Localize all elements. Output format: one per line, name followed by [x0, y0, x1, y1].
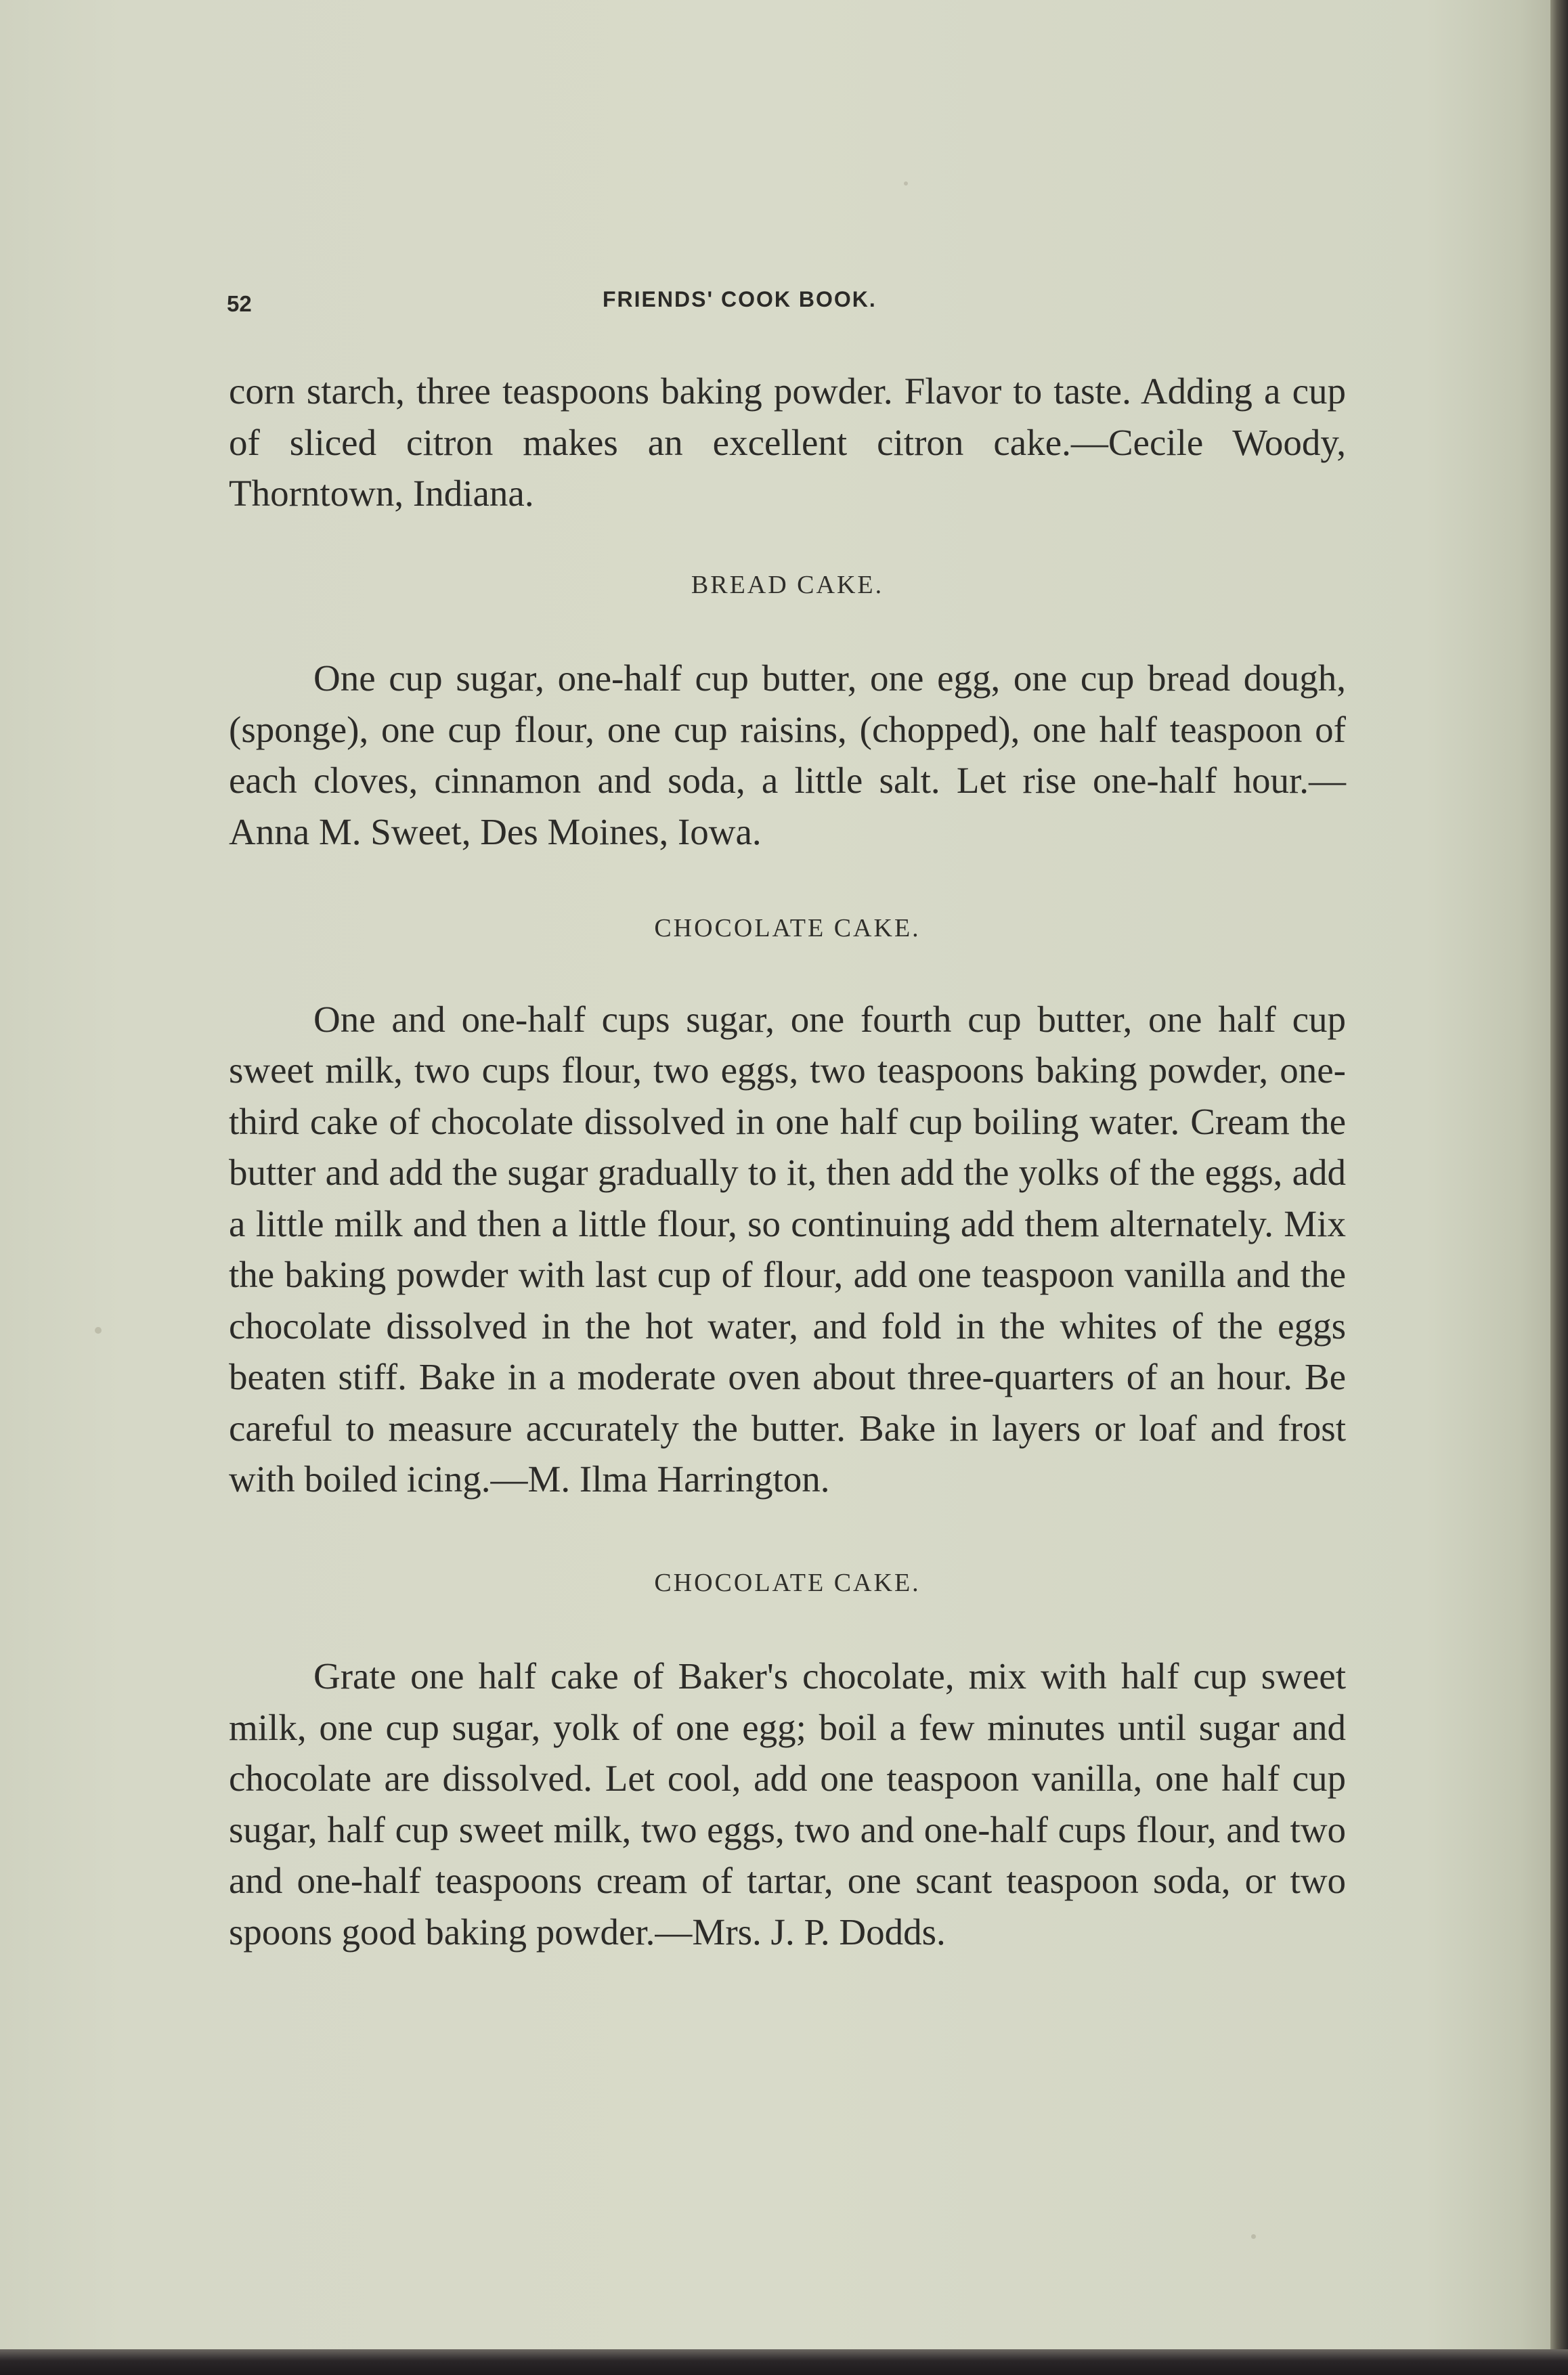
- paper-spot: [904, 181, 908, 186]
- chocolate-cake-paragraph: One and one-half cups sugar, one fourth cup butter, one half cup sweet milk, two cups flour, two eggs, two teaspoons baking powder, one-third cake of chocolate dissolved in one half cup boiling water. Cream the butter and add the sugar gradually to it, then add the yolks of the eggs, add a little milk and then a little flour, so continuing add them alternately. Mix the baking powder with last cup of flour, add one teaspoon vanilla and the chocolate dissolved in the hot water, and fold in the whites of the eggs beaten stiff. Bake in a moderate oven about three-quarters of an hour. Be careful to measure accurately the butter. Bake in layers or loaf and frost with boiled icing.—M. Ilma Harrington.: [229, 998, 1346, 1500]
- page-edge-right: [1550, 0, 1568, 2375]
- page-number: 52: [227, 291, 252, 316]
- page-header: [227, 284, 1344, 325]
- bread-cake-paragraph: One cup sugar, one-half cup butter, one egg, one cup bread dough, (sponge), one cup flour, one cup raisins, (chopped), one half teaspoon of each cloves, cinnamon and soda, a little salt. Let rise one-half hour.—Anna M. Sweet, Des Moines, Iowa.: [229, 657, 1346, 852]
- paper-spot: [1251, 2234, 1256, 2239]
- chocolate-cake-paragraph-2: Grate one half cake of Baker's chocolate, mix with half cup sweet milk, one cup sugar, yolk of one egg; boil a few minutes until sugar and chocolate are dissolved. Let cool, add one teaspoon vanilla, one half cup sugar, half cup sweet milk, two eggs, two and one-half cups flour, and two and one-half teaspoons cream of tartar, one scant teaspoon soda, or two spoons good baking powder.—Mrs. J. P. Dodds.: [229, 1655, 1346, 1953]
- paper-spot: [95, 1327, 102, 1334]
- running-title: FRIENDS' COOK BOOK.: [603, 287, 877, 311]
- page-edge-bottom: [0, 2349, 1568, 2375]
- chocolate-cake-heading-2: CHOCOLATE CAKE.: [654, 1568, 921, 1597]
- chocolate-cake-heading: CHOCOLATE CAKE.: [654, 914, 921, 942]
- page-body: [229, 366, 1346, 1957]
- intro-paragraph: corn starch, three teaspoons baking powder. Flavor to taste. Adding a cup of sliced citron makes an excellent citron cake.—Cecile Woody, Thorntown, Indiana.: [229, 370, 1346, 514]
- bread-cake-heading: BREAD CAKE.: [691, 570, 884, 599]
